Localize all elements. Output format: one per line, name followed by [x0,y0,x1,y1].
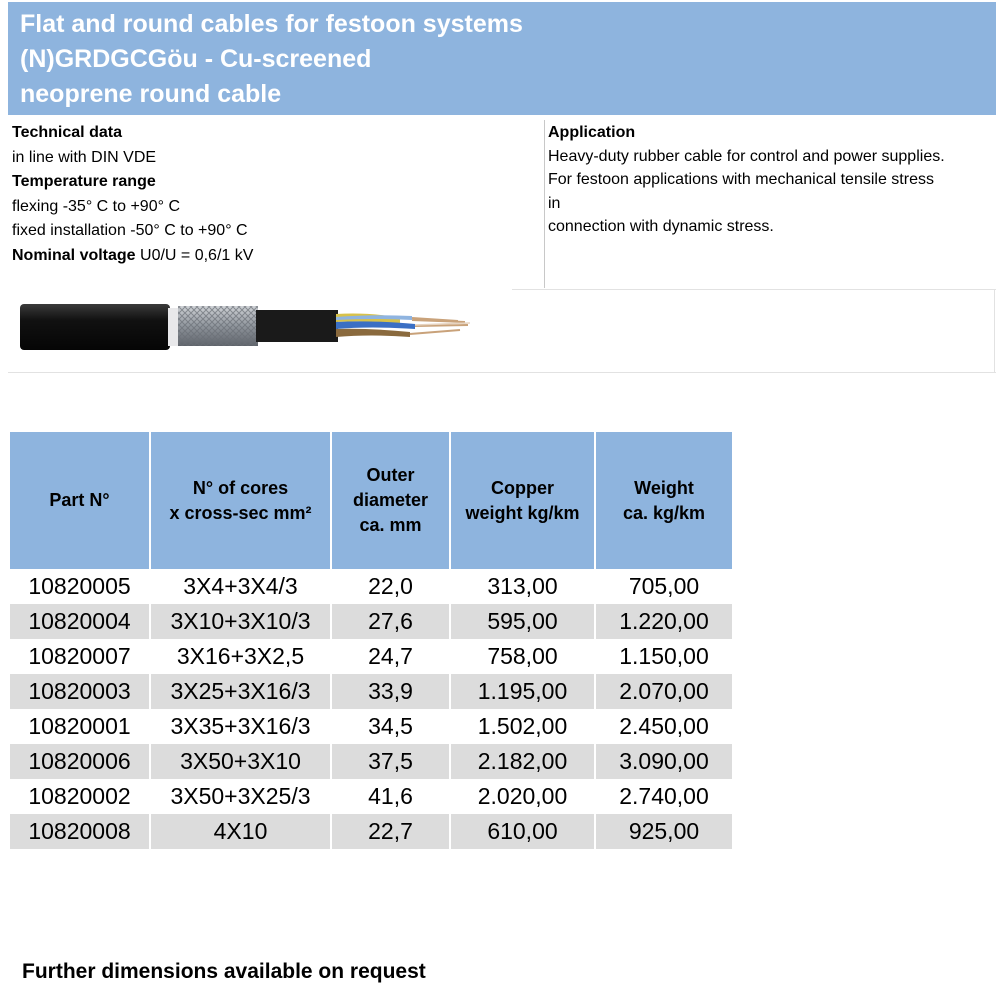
frame-line [8,372,996,373]
header-title-line3: neoprene round cable [20,80,282,108]
cell-part-no: 10820004 [10,604,150,639]
cell-cores: 4X10 [150,814,331,849]
cell-weight: 2.740,00 [595,779,732,814]
table-row [10,709,732,744]
cell-diameter: 33,9 [331,674,450,709]
col-header-cores: N° of cores x cross-sec mm² [150,432,331,569]
cell-diameter: 37,5 [331,744,450,779]
cell-copper-weight: 1.502,00 [450,709,595,744]
table-row [10,604,732,639]
application-section [548,121,1000,239]
technical-data-section [12,121,532,268]
cell-part-no: 10820003 [10,674,150,709]
col-header-outer-diameter: Outer diameter ca. mm [331,432,450,569]
application-line4: connection with dynamic stress. [548,218,774,235]
cell-part-no: 10820001 [28,713,131,739]
nominal-voltage [12,244,532,269]
footer-note: Further dimensions available on request [22,960,426,983]
cell-cores: 3X16+3X2,5 [150,639,331,674]
application-line2: For festoon applications with mechanical tensile stress [548,171,934,188]
nominal-voltage-value: U0/U = 0,6/1 kV [135,246,254,264]
application-line3: in [548,194,561,212]
cell-weight: 3.090,00 [595,744,732,779]
cell-cores: 3X50+3X25/3 [150,779,331,814]
cell-weight: 2.450,00 [595,709,732,744]
cell-diameter: 24,7 [331,639,450,674]
cell-cores: 3X4+3X4/3 [150,569,331,604]
cell-weight: 1.220,00 [595,604,732,639]
cell-copper-weight: 595,00 [450,604,595,639]
cell-part-no: 10820002 [28,783,131,809]
frame-line [994,289,995,373]
col-header-weight: Weight ca. kg/km [595,432,732,569]
technical-data-title: Technical data [12,124,122,141]
cell-copper-weight: 313,00 [450,569,595,604]
nominal-voltage-label: Nominal voltage [12,246,136,264]
header-title-line2: (N)GRDGCGöu - Cu-screened [20,45,372,73]
cell-weight: 1.150,00 [595,639,732,674]
cell-diameter: 34,5 [331,709,450,744]
table-row [10,779,732,814]
temperature-flexing: flexing -35° C to +90° C [12,197,180,215]
cell-part-no: 10820007 [28,643,131,669]
section-divider [544,120,545,288]
cell-cores: 3X10+3X10/3 [150,604,331,639]
cell-copper-weight: 2.020,00 [450,779,595,814]
col-header-copper-weight: Copper weight kg/km [450,432,595,569]
table-row [10,674,732,709]
table-row [10,814,732,849]
cell-diameter: 41,6 [331,779,450,814]
cell-copper-weight: 758,00 [450,639,595,674]
temperature-fixed: fixed installation -50° C to +90° C [12,222,248,239]
header-title-line1: Flat and round cables for festoon systems [20,10,523,38]
col-header-part-no: Part N° [10,432,150,569]
temperature-title: Temperature range [12,173,156,190]
cell-cores: 3X50+3X10 [150,744,331,779]
table-row [10,744,732,779]
cell-copper-weight: 1.195,00 [450,674,595,709]
cell-diameter: 22,7 [331,814,450,849]
frame-line [512,289,996,290]
cell-weight: 705,00 [595,569,732,604]
page-header [8,2,996,115]
cell-part-no: 10820005 [28,573,131,599]
table-header-row [10,432,732,569]
cell-weight: 925,00 [595,814,732,849]
application-title: Application [548,124,636,141]
cell-cores: 3X25+3X16/3 [150,674,331,709]
cell-part-no: 10820008 [10,814,150,849]
cell-part-no: 10820006 [10,744,150,779]
cell-cores: 3X35+3X16/3 [150,709,331,744]
table-row [10,569,732,604]
technical-standard: in line with DIN VDE [12,148,157,166]
table-row [10,639,732,674]
cable-image [20,292,490,364]
cell-diameter: 27,6 [331,604,450,639]
cell-weight: 2.070,00 [595,674,732,709]
cell-diameter: 22,0 [331,569,450,604]
specs-table [10,432,732,849]
cell-copper-weight: 2.182,00 [450,744,595,779]
cell-copper-weight: 610,00 [450,814,595,849]
application-line1: Heavy-duty rubber cable for control and power supplies. [548,147,945,165]
